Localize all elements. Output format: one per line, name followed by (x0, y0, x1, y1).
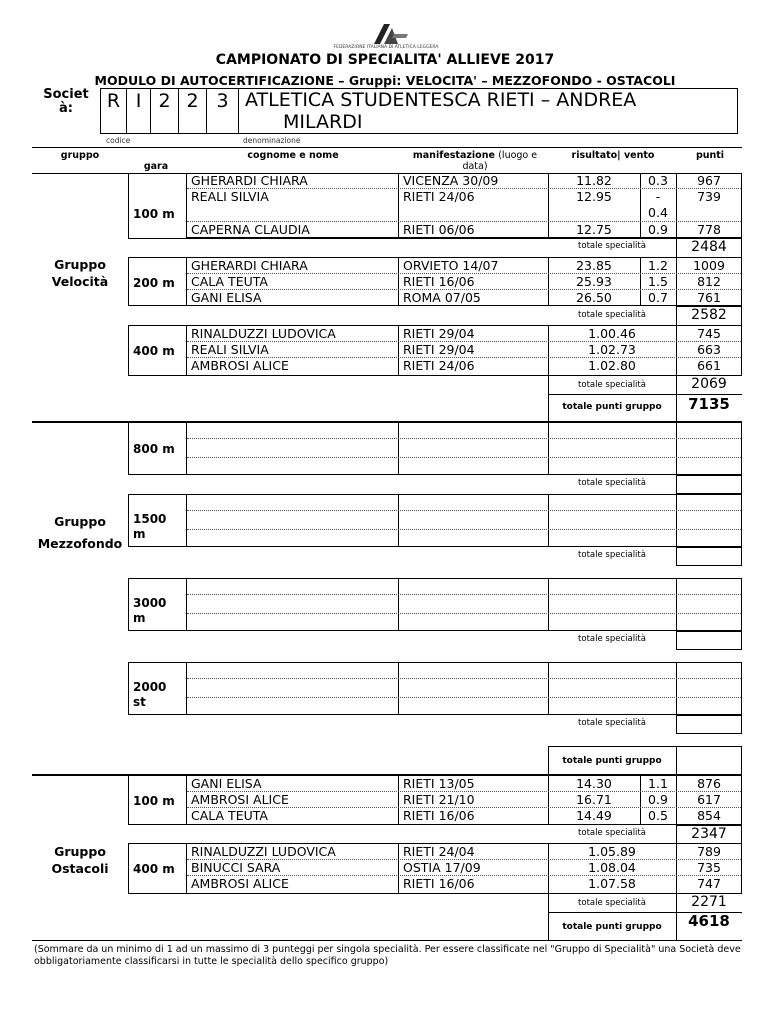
divider (548, 662, 549, 715)
athlete-name: RINALDUZZI LUDOVICA (191, 326, 336, 341)
footer-note: (Sommare da un minimo di 1 ad un massimo di 3 punteggi per singola specialità. Per essere classificate nel "Gruppo di Specialità" una Società deve obbligatoriamente classificarsi in tutte le specialità dello specifico gruppo) (34, 944, 741, 967)
col-punti: punti (695, 150, 725, 161)
gara-label-line2: m (133, 611, 146, 625)
wind: 1.1 (648, 776, 668, 791)
group-ostacoli-label (32, 843, 128, 877)
athlete-name: AMBROSI ALICE (191, 876, 289, 891)
totale-specialita-label: totale specialità (578, 898, 646, 908)
gara-label-line1: 3000 (133, 596, 167, 610)
divider (548, 578, 549, 631)
wind: 0.3 (648, 173, 668, 188)
divider (398, 422, 399, 475)
totale-specialita-label: totale specialità (578, 380, 646, 390)
athlete-name: AMBROSI ALICE (191, 792, 289, 807)
col-manifestazione-label: manifestazione (412, 150, 495, 161)
totale-specialita-value: 2347 (676, 825, 742, 844)
group-mezzofondo-label (32, 511, 128, 555)
totale-specialita-value (676, 631, 742, 650)
fidal-logo (322, 22, 450, 52)
divider (676, 578, 677, 631)
meeting: RIETI 24/06 (403, 358, 475, 373)
points: 876 (697, 776, 721, 791)
points: 778 (697, 222, 721, 237)
group-label-line1: Gruppo (54, 514, 106, 529)
athlete-name: GANI ELISA (191, 290, 262, 305)
totale-specialita-label: totale specialità (578, 478, 646, 488)
totale-gruppo-value: 7135 (688, 395, 730, 413)
event-block-800m (128, 422, 742, 475)
gara-label-line2: st (133, 695, 146, 709)
result: 1.07.58 (588, 876, 636, 891)
event-block-1500m (128, 494, 742, 547)
wind: 1.5 (648, 274, 668, 289)
table-row (187, 510, 741, 511)
event-block-3000m (128, 578, 742, 631)
points: 661 (697, 358, 721, 373)
group-label-line1: Gruppo (54, 844, 106, 859)
meeting: RIETI 24/06 (403, 189, 475, 204)
totale-gruppo-value: 4618 (688, 912, 730, 930)
col-gruppo: gruppo (60, 150, 100, 161)
athlete-name: CALA TEUTA (191, 274, 268, 289)
wind: 0.7 (648, 290, 668, 305)
event-block-2000st (128, 662, 742, 715)
athlete-name: CAPERNA CLAUDIA (191, 222, 310, 237)
gara-label-line2: m (133, 527, 146, 541)
gara-label (133, 512, 166, 542)
totale-gruppo-label: totale punti gruppo (562, 922, 662, 932)
athlete-name: REALI SILVIA (191, 189, 269, 204)
result: 14.30 (576, 776, 612, 791)
result: 25.93 (576, 274, 612, 289)
totale-specialita-value (676, 715, 742, 734)
col-risultato: risultato| vento (571, 150, 655, 161)
meeting: RIETI 29/04 (403, 342, 475, 357)
result: 1.02.73 (588, 342, 636, 357)
gara-label (133, 596, 166, 626)
gara-label-line1: 800 m (133, 442, 175, 456)
col-gara: gara (143, 161, 169, 172)
athlete-name: GHERARDI CHIARA (191, 173, 308, 188)
points: 1009 (693, 258, 725, 273)
col-manifestazione (400, 150, 550, 172)
table-row (187, 529, 741, 530)
societa-label: Societ à: (43, 87, 89, 116)
points: 761 (697, 290, 721, 305)
totale-gruppo-label: totale punti gruppo (562, 402, 662, 412)
athlete-name: BINUCCI SARA (191, 860, 281, 875)
codice-char: I (127, 89, 151, 133)
result: 1.08.04 (588, 860, 636, 875)
group-label-line2: Mezzofondo (37, 536, 123, 551)
totale-specialita-value: 2582 (676, 306, 742, 326)
divider (676, 422, 677, 475)
denominazione-line2: MILARDI (283, 111, 363, 133)
denominazione (243, 89, 733, 133)
points: 663 (697, 342, 721, 357)
divider (398, 578, 399, 631)
divider (676, 494, 677, 547)
divider (548, 494, 549, 547)
gara-label: 200 m (133, 276, 175, 290)
gara-label-line1: 1500 (133, 512, 167, 526)
table-row (187, 457, 741, 458)
divider (186, 422, 187, 475)
wind: 0.9 (648, 222, 668, 237)
wind: 0.4 (648, 205, 668, 220)
col-nome: cognome e nome (247, 150, 339, 161)
result: 16.71 (576, 792, 612, 807)
result: 1.05.89 (588, 844, 636, 859)
totale-specialita-label: totale specialità (578, 718, 646, 728)
totale-specialita-value (676, 547, 742, 566)
gara-label (133, 442, 175, 457)
totale-specialita-label: totale specialità (578, 310, 646, 320)
meeting: RIETI 16/06 (403, 876, 475, 891)
points: 745 (697, 326, 721, 341)
points: 967 (697, 173, 721, 188)
points: 789 (697, 844, 721, 859)
totale-specialita-value: 2271 (691, 894, 727, 910)
points: 854 (697, 808, 721, 823)
result: 11.82 (576, 173, 612, 188)
result: 26.50 (576, 290, 612, 305)
society-box (100, 88, 738, 134)
meeting: VICENZA 30/09 (403, 173, 499, 188)
divider (676, 662, 677, 715)
table-row (187, 594, 741, 595)
wind: 1.2 (648, 258, 668, 273)
meeting: RIETI 29/04 (403, 326, 475, 341)
totale-specialita-value (676, 475, 742, 494)
meeting: RIETI 24/04 (403, 844, 475, 859)
totale-gruppo-label: totale punti gruppo (562, 756, 662, 766)
athlete-name: RINALDUZZI LUDOVICA (191, 844, 336, 859)
divider (398, 494, 399, 547)
codice-char: R (101, 89, 127, 133)
column-header (32, 147, 742, 173)
table-row (187, 678, 741, 679)
codice-char: 2 (179, 89, 207, 133)
codice-label: codice (106, 136, 131, 145)
codice-char: 3 (207, 89, 239, 133)
result: 23.85 (576, 258, 612, 273)
meeting: ROMA 07/05 (403, 290, 481, 305)
meeting: RIETI 21/10 (403, 792, 475, 807)
divider (398, 662, 399, 715)
points: 812 (697, 274, 721, 289)
gara-label: 100 m (133, 207, 175, 221)
gara-label-line1: 2000 (133, 680, 167, 694)
group-label-line1: Gruppo (54, 257, 106, 272)
divider (548, 422, 549, 475)
denominazione-label: denominazione (243, 136, 301, 145)
page-title: CAMPIONATO DI SPECIALITA' ALLIEVE 2017 (215, 52, 555, 68)
result: 1.02.80 (588, 358, 636, 373)
divider (186, 662, 187, 715)
result: 12.75 (576, 222, 612, 237)
group-label-line2: Velocità (51, 274, 109, 289)
table-row (187, 697, 741, 698)
athlete-name: REALI SILVIA (191, 342, 269, 357)
table-row (187, 438, 741, 439)
result: 14.49 (576, 808, 612, 823)
meeting: OSTIA 17/09 (403, 860, 481, 875)
athlete-name: AMBROSI ALICE (191, 358, 289, 373)
athlete-name: GANI ELISA (191, 776, 262, 791)
gara-label: 400 m (133, 862, 175, 876)
group-velocita-label (32, 256, 128, 290)
gara-label: 100 m (133, 794, 175, 808)
meeting: ORVIETO 14/07 (403, 258, 499, 273)
points: 747 (697, 876, 721, 891)
table-row (187, 613, 741, 614)
athlete-name: CALA TEUTA (191, 808, 268, 823)
divider (186, 578, 187, 631)
gara-label: 400 m (133, 344, 175, 358)
col-manifestazione-note: (luogo e data) (462, 150, 538, 172)
denominazione-line1: ATLETICA STUDENTESCA RIETI – ANDREA (245, 89, 637, 111)
meeting: RIETI 06/06 (403, 222, 475, 237)
meeting: RIETI 13/05 (403, 776, 475, 791)
points: 735 (697, 860, 721, 875)
totale-specialita-label: totale specialità (578, 550, 646, 560)
wind-sign: - (655, 189, 661, 204)
wind: 0.5 (648, 808, 668, 823)
totale-specialita-value: 2484 (676, 238, 742, 258)
divider (186, 494, 187, 547)
gara-label (133, 680, 166, 710)
result: 12.95 (576, 189, 612, 204)
wind: 0.9 (648, 792, 668, 807)
group-label-line2: Ostacoli (51, 861, 109, 876)
totale-specialita-label: totale specialità (578, 828, 646, 838)
logo-text: FEDERAZIONE ITALIANA DI ATLETICA LEGGERA (333, 45, 439, 50)
divider (676, 746, 677, 775)
meeting: RIETI 16/06 (403, 808, 475, 823)
page-subtitle: MODULO DI AUTOCERTIFICAZIONE – Gruppi: VELOCITA' – MEZZOFONDO - OSTACOLI (94, 73, 676, 88)
meeting: RIETI 16/06 (403, 274, 475, 289)
codice-char: 2 (151, 89, 179, 133)
points: 617 (697, 792, 721, 807)
points: 739 (697, 189, 721, 204)
totale-specialita-value: 2069 (691, 376, 727, 392)
totale-specialita-label: totale specialità (578, 241, 646, 251)
totale-specialita-label: totale specialità (578, 634, 646, 644)
result: 1.00.46 (588, 326, 636, 341)
athlete-name: GHERARDI CHIARA (191, 258, 308, 273)
